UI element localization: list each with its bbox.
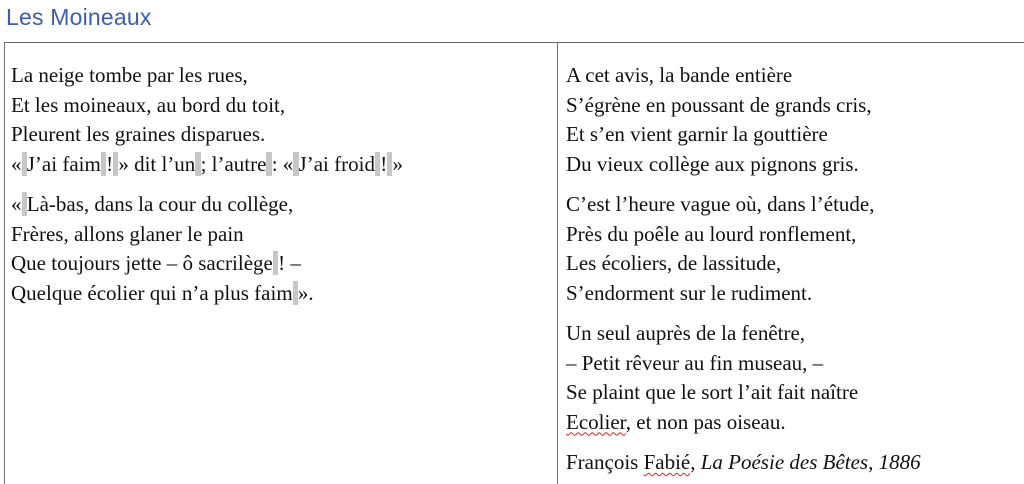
signature-line	[566, 448, 921, 478]
verse-line: Du vieux collège aux pignons gris.	[566, 151, 859, 176]
stanza-2	[11, 190, 403, 308]
verse-line: « Là-bas, dans la cour du collège,	[11, 192, 294, 216]
verse-line: A cet avis, la bande entière	[566, 63, 793, 87]
verse-line: Les écoliers, de lassitude,	[566, 251, 782, 275]
document-title: Les Moineaux	[6, 4, 152, 30]
stanza-3	[566, 61, 921, 179]
verse-line: Un seul auprès de la fenêtre,	[566, 321, 806, 345]
verse-line: C’est l’heure vague où, dans l’étude,	[566, 192, 875, 216]
stanza-5	[566, 319, 921, 437]
verse-line: Et les moineaux, au bord du toit,	[11, 92, 286, 117]
poem-table	[4, 42, 1024, 484]
spellcheck-underline: Ecolier	[566, 409, 626, 434]
left-column	[11, 61, 403, 319]
verse-line: La neige tombe par les rues,	[11, 63, 248, 87]
verse-line: Frères, allons glaner le pain	[11, 221, 244, 246]
work-title: La Poésie des Bêtes, 1886	[700, 450, 921, 474]
author-name: François Fabié	[566, 450, 691, 474]
verse-line: Que toujours jette – ô sacrilège ! –	[11, 251, 301, 275]
verse-line: – Petit rêveur au fin museau, –	[566, 350, 824, 375]
stanza-4	[566, 190, 921, 308]
spellcheck-underline: Fabié	[643, 450, 691, 474]
verse-line: Se plaint que le sort l’ait fait naître	[566, 380, 859, 404]
verse-line: S’égrène en poussant de grands cris,	[566, 92, 872, 117]
verse-line: Près du poêle au lourd ronflement,	[566, 221, 857, 246]
right-column	[566, 61, 921, 478]
verse-line: Pleurent les graines disparues.	[11, 122, 266, 146]
verse-line: « J’ai faim ! » dit l’un ; l’autre : « J’ai froid ! »	[11, 151, 403, 176]
verse-line: Quelque écolier qui n’a plus faim ».	[11, 280, 314, 305]
stanza-1	[11, 61, 403, 179]
verse-line: Ecolier, et non pas oiseau.	[566, 409, 786, 434]
verse-line: S’endorment sur le rudiment.	[566, 280, 813, 305]
column-divider	[557, 42, 558, 484]
verse-line: Et s’en vient garnir la gouttière	[566, 122, 828, 146]
signature-separator: ,	[690, 450, 701, 474]
